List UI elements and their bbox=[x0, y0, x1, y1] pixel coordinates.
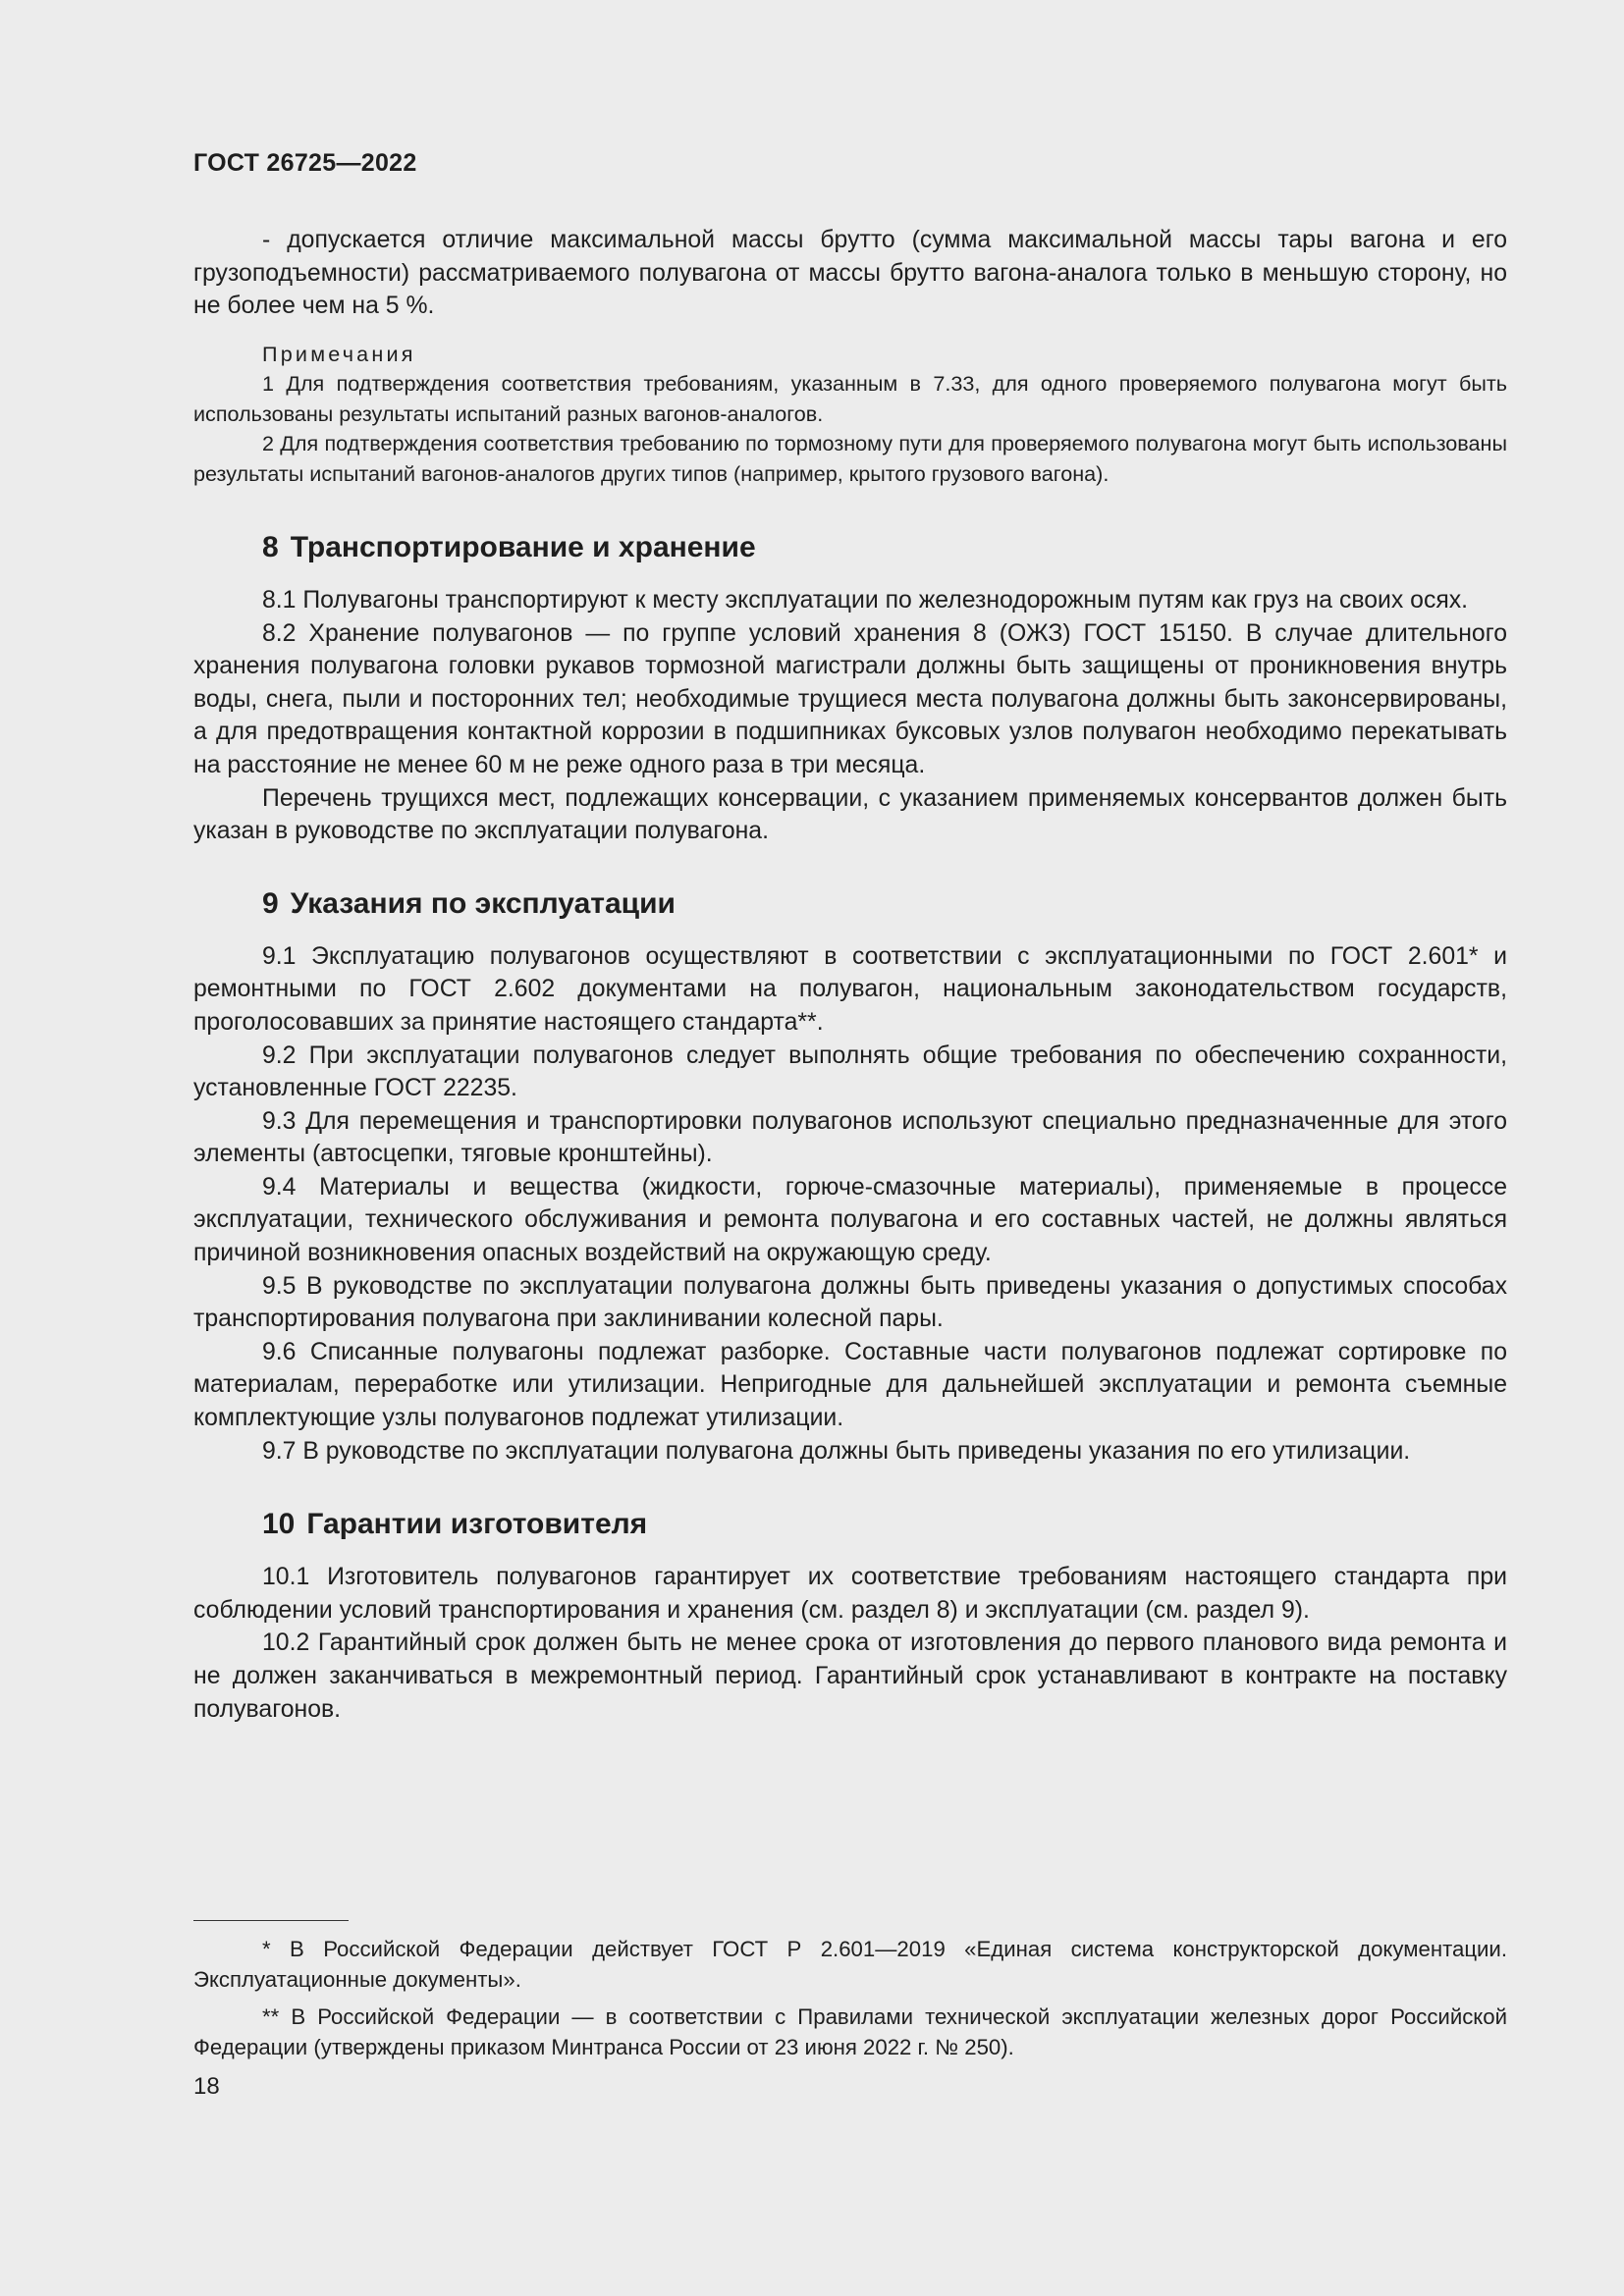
paragraph: 9.5 В руководстве по эксплуатации полувагона должны быть приведены указания о допустимых способах транспортирования полувагона при заклинивании колесной пары. bbox=[193, 1272, 1507, 1333]
page-content bbox=[193, 224, 1507, 1726]
section-number: 10 bbox=[262, 1508, 296, 1541]
section-title: Указания по эксплуатации bbox=[290, 886, 676, 920]
paragraph: 8.1 Полувагоны транспортируют к месту эксплуатации по железнодорожным путям как груз на своих осях. bbox=[262, 586, 1469, 614]
section-title: Транспортирование и хранение bbox=[290, 530, 756, 563]
standard-header: ГОСТ 26725—2022 bbox=[193, 149, 417, 177]
paragraph: 9.6 Списанные полувагоны подлежат разборке. Составные части полувагонов подлежат сортировке по материалам, переработке или утилизации. Непригодные для дальнейшей эксплуатации и ремонта съемные комплектующие узлы полувагонов подлежат утилизации. bbox=[193, 1338, 1507, 1432]
section-heading-10 bbox=[193, 1505, 1507, 1544]
page-number: 18 bbox=[193, 2073, 220, 2100]
section-heading-9 bbox=[193, 884, 1507, 924]
paragraph: 9.1 Эксплуатацию полувагонов осуществляют в соответствии с эксплуатационными по ГОСТ 2.601* и ремонтными по ГОСТ 2.602 документами на полувагон, национальным законодательством государств, проголосовавших за принятие настоящего стандарта**. bbox=[193, 942, 1507, 1036]
paragraph: 9.3 Для перемещения и транспортировки полувагонов используют специально предназначенные для этого элементы (автосцепки, тяговые кронштейны). bbox=[193, 1107, 1507, 1168]
section-title: Гарантии изготовителя bbox=[306, 1508, 648, 1541]
footnote-divider bbox=[193, 1920, 349, 1921]
footnotes bbox=[193, 1935, 1507, 2062]
paragraph: 9.2 При эксплуатации полувагонов следует выполнять общие требования по обеспечению сохранности, установленные ГОСТ 22235. bbox=[193, 1041, 1507, 1102]
paragraph: 10.2 Гарантийный срок должен быть не менее срока от изготовления до первого планового вида ремонта и не должен заканчиваться в межремонтный период. Гарантийный срок устанавливают в контракте на поставку полувагонов. bbox=[193, 1629, 1507, 1723]
note-item: 2 Для подтверждения соответствия требованию по тормозному пути для проверяемого полувагона могут быть использованы результаты испытаний вагонов-аналогов других типов (например, крытого грузового вагона). bbox=[193, 431, 1507, 487]
note-item: 1 Для подтверждения соответствия требованиям, указанным в 7.33, для одного проверяемого полувагона могут быть использованы результаты испытаний разных вагонов-аналогов. bbox=[193, 370, 1507, 426]
paragraph: Перечень трущихся мест, подлежащих консервации, с указанием применяемых консервантов должен быть указан в руководстве по эксплуатации полувагона. bbox=[193, 784, 1507, 845]
section-number: 9 bbox=[262, 886, 279, 920]
section-heading-8 bbox=[193, 528, 1507, 567]
paragraph: 9.7 В руководстве по эксплуатации полувагона должны быть приведены указания по его утилизации. bbox=[262, 1437, 1411, 1465]
footnote: * В Российской Федерации действует ГОСТ Р 2.601—2019 «Единая система конструкторской документации. Эксплуатационные документы». bbox=[193, 1937, 1507, 1992]
notes-title: Примечания bbox=[262, 341, 416, 366]
section-number: 8 bbox=[262, 530, 279, 563]
footnote: ** В Российской Федерации — в соответствии с Правилами технической эксплуатации железных дорог Российской Федерации (утверждены приказом Минтранса России от 23 июня 2022 г. № 250). bbox=[193, 2004, 1507, 2059]
paragraph: 9.4 Материалы и вещества (жидкости, горюче-смазочные материалы), применяемые в процессе эксплуатации, технического обслуживания и ремонта полувагона и его составных частей, не должны являться причиной возникновения опасных воздействий на окружающую среду. bbox=[193, 1173, 1507, 1267]
paragraph: 10.1 Изготовитель полувагонов гарантирует их соответствие требованиям настоящего стандарта при соблюдении условий транспортирования и хранения (см. раздел 8) и эксплуатации (см. раздел 9). bbox=[193, 1564, 1507, 1624]
paragraph: 8.2 Хранение полувагонов — по группе условий хранения 8 (ОЖЗ) ГОСТ 15150. В случае длительного хранения полувагона головки рукавов тормозной магистрали должны быть защищены от проникновения внутрь воды, снега, пыли и посторонних тел; необходимые трущиеся места полувагона должны быть законсервированы, а для предотвращения контактной коррозии в подшипниках буксовых узлов полувагон необходимо перекатывать на расстояние не менее 60 м не реже одного раза в три месяца. bbox=[193, 619, 1507, 778]
intro-paragraph: - допускается отличие максимальной массы брутто (сумма максимальной массы тары вагона и его грузоподъемности) рассматриваемого полувагона от массы брутто вагона-аналога только в меньшую сторону, но не более чем на 5 %. bbox=[193, 227, 1507, 320]
